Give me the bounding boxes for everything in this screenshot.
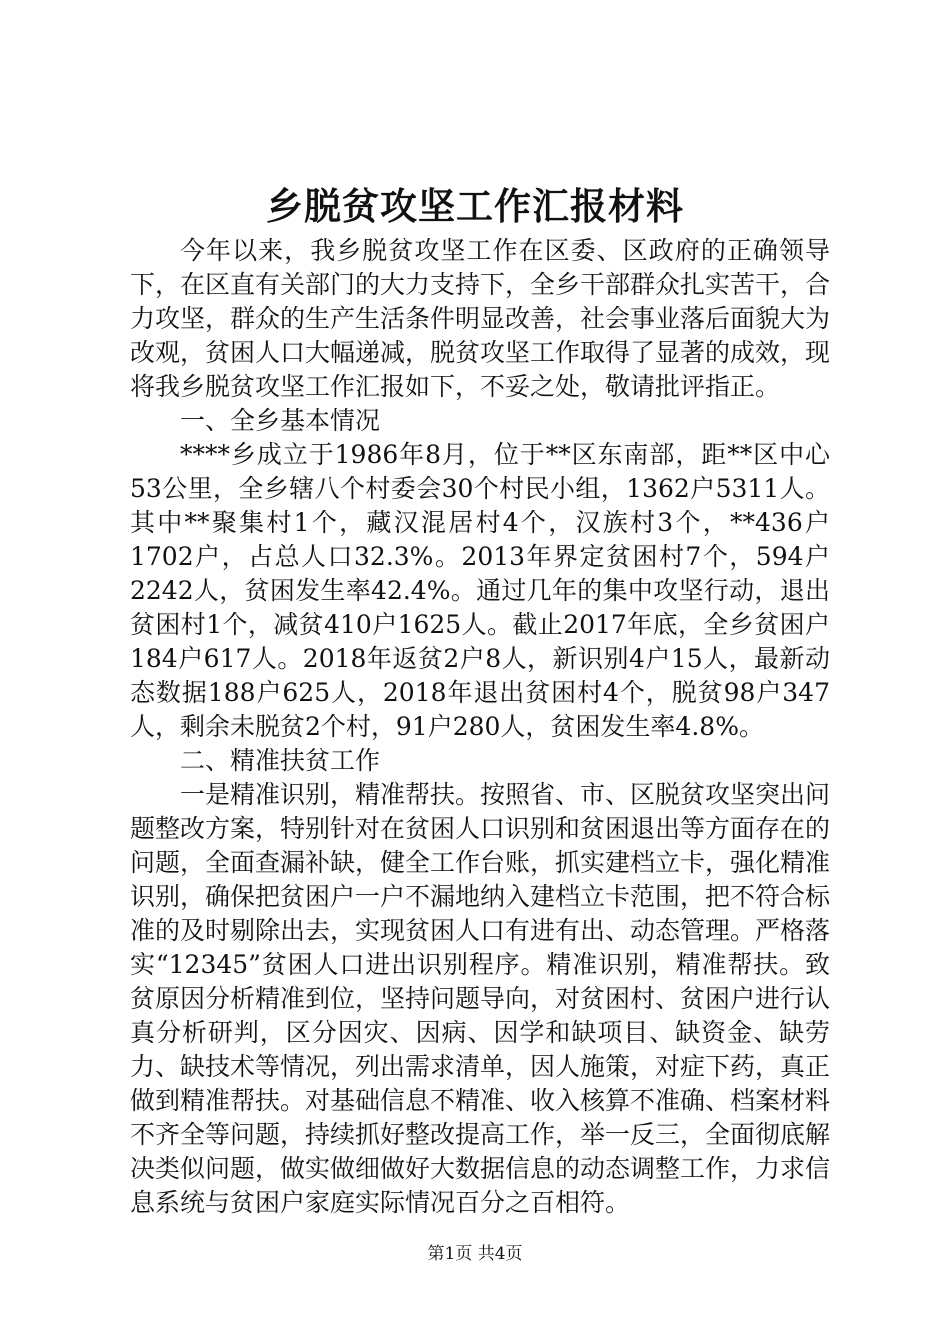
precise-identification-paragraph: 一是精准识别，精准帮扶。按照省、市、区脱贫攻坚突出问题整改方案，特别针对在贫困人口识别和贫困退出等方面存在的问题，全面查漏补缺，健全工作台账，抓实建档立卡，强化精准识别，确保把贫困户一户不漏地纳入建档立卡范围，把不符合标准的及时剔除出去，实现贫困人口有进有出、动态管理。严格落实“12345”贫困人口进出识别程序。精准识别，精准帮扶。致贫原因分析精准到位，坚持问题导向，对贫困村、贫困户进行认真分析研判，区分因灾、因病、因学和缺项目、缺资金、缺劳力、缺技术等情况，列出需求清单，因人施策，对症下药，真正做到精准帮扶。对基础信息不精准、收入核算不准确、档案材料不齐全等问题，持续抓好整改提高工作，举一反三，全面彻底解决类似问题，做实做细做好大数据信息的动态调整工作，力求信息系统与贫困户家庭实际情况百分之百相符。: [130, 780, 831, 1217]
document-body: [130, 234, 830, 1220]
page-number-footer: 第1页 共4页: [427, 1244, 523, 1264]
basic-situation-paragraph: ****乡成立于1986年8月，位于**区东南部，距**区中心53公里，全乡辖八个村委会30个村民小组，1362户5311人。其中**聚集村1个，藏汉混居村4个，汉族村3个，**436户1702户，占总人口32.3%。2013年界定贫困村7个，594户2242人，贫困发生率42.4%。通过几年的集中攻坚行动，退出贫困村1个，减贫410户1625人。截止2017年底，全乡贫困户184户617人。2018年返贫2户8人，新识别4户15人，最新动态数据188户625人，2018年退出贫困村4个，脱贫98户347人，剩余未脱贫2个村，91户280人，贫困发生率4.8%。: [130, 440, 830, 741]
document-title: 乡脱贫攻坚工作汇报材料: [266, 184, 684, 228]
intro-paragraph: 今年以来，我乡脱贫攻坚工作在区委、区政府的正确领导下，在区直有关部门的大力支持下，全乡干部群众扎实苦干，合力攻坚，群众的生产生活条件明显改善，社会事业落后面貌大为改观，贫困人口大幅递减，脱贫攻坚工作取得了显著的成效，现将我乡脱贫攻坚工作汇报如下，不妥之处，敬请批评指正。: [130, 236, 831, 401]
section-heading-precise-poverty-alleviation: 二、精准扶贫工作: [180, 746, 381, 775]
section-heading-basic-situation: 一、全乡基本情况: [180, 406, 381, 435]
